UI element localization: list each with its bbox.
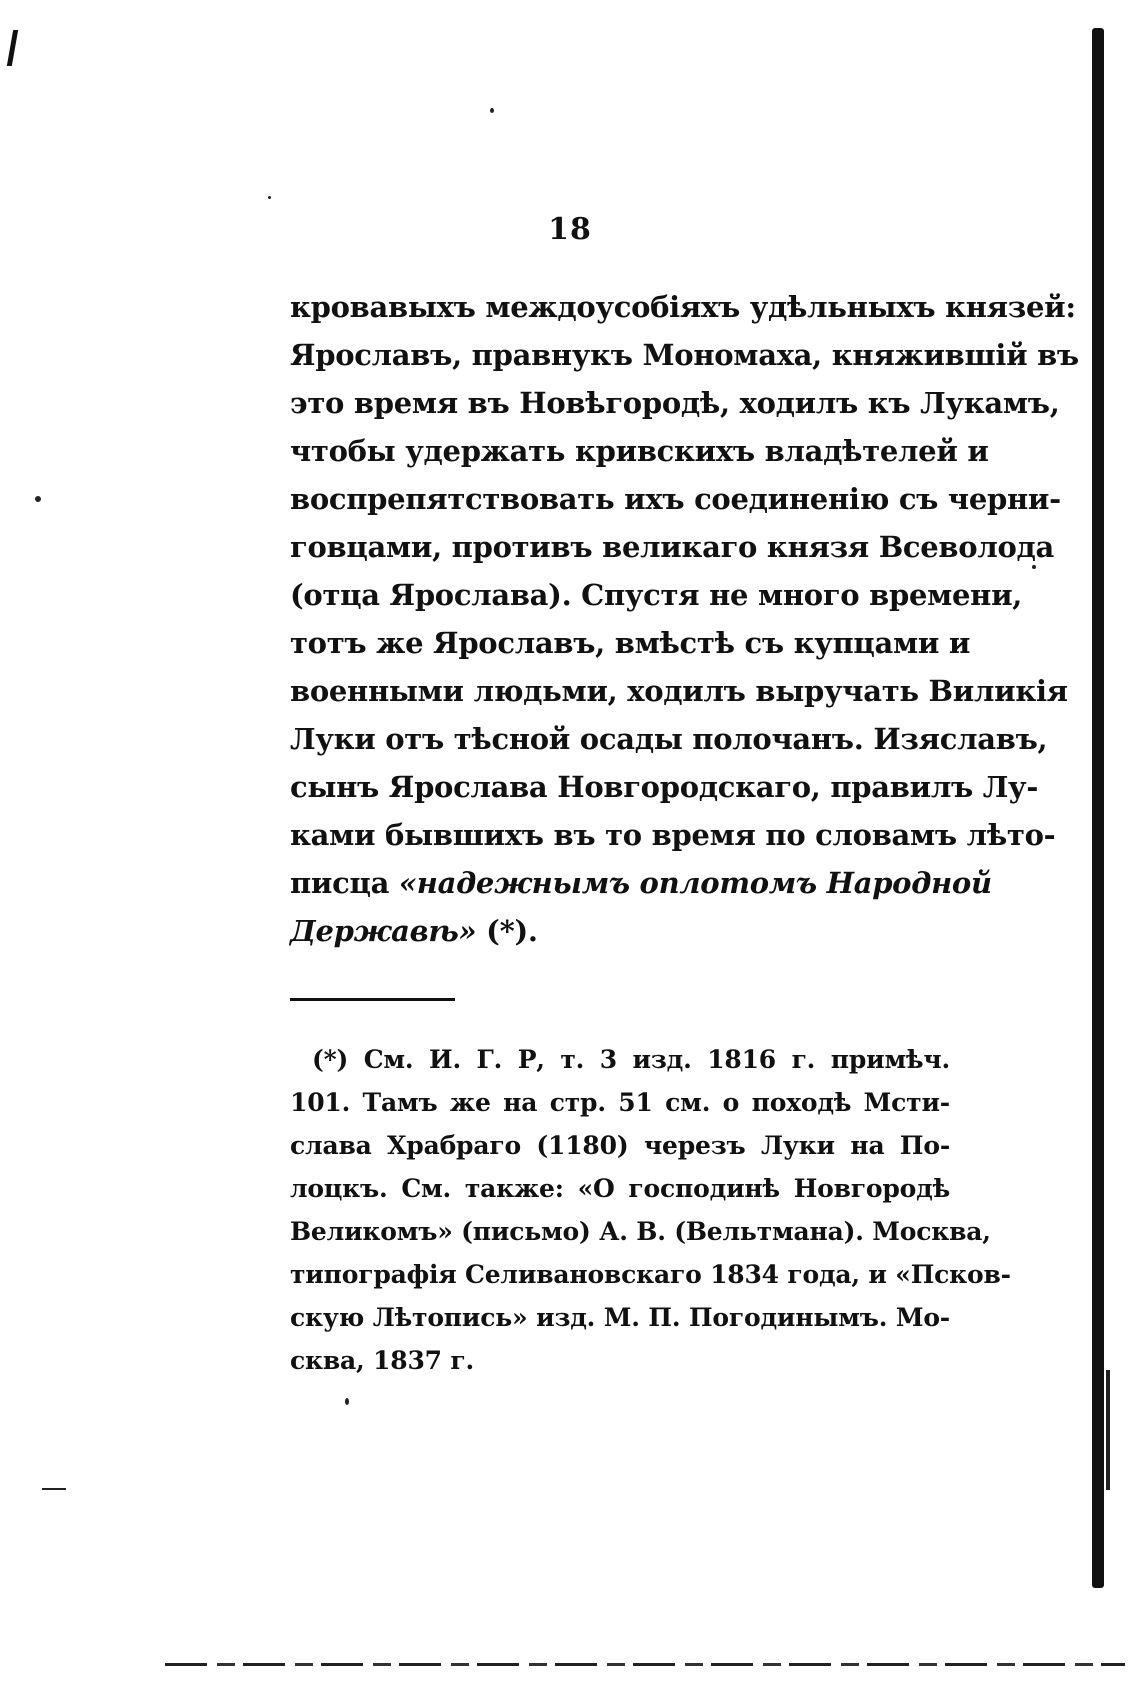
quotation-italic: «надежнымъ оплотомъ Народной [398,866,992,900]
body-line: это время въ Новѣгородѣ, ходилъ къ Лукамъ, [290,386,1060,420]
footnote-line: (*) См. И. Г. Р, т. 3 изд. 1816 г. примѣч. [312,1045,950,1074]
scan-speck [490,108,494,113]
body-line [290,859,992,907]
body-line: воспрепятствовать ихъ соединенію съ черни- [290,482,1061,516]
scan-edge-line [1106,1370,1110,1490]
body-line: сынъ Ярослава Новгородскаго, правилъ Лу- [290,770,1039,804]
body-line: говцами, противъ великаго князя Всеволода [290,530,1055,564]
body-line: Ярославъ, правнукъ Мономаха, княжившій въ [290,338,1079,372]
body-line [290,907,950,955]
body-line: (отца Ярослава). Спустя не много времени, [290,578,1023,612]
body-line: ками бывшихъ въ то время по словамъ лѣто- [290,818,1056,852]
footnote-separator [290,998,455,1001]
scan-edge-shadow [1092,28,1104,1588]
scan-speck [268,196,271,199]
footnote-line: Великомъ» (письмо) А. В. (Вельтмана). Москва, [290,1217,991,1246]
footnote-line: 101. Тамъ же на стр. 51 см. о походѣ Мсти- [290,1088,950,1117]
scan-speck [345,1398,349,1405]
footnote-line: слава Храбраго (1180) черезъ Луки на По- [290,1131,950,1160]
footnote [290,1038,1011,1382]
body-line: чтобы удержать кривскихъ владѣтелей и [290,434,989,468]
footnote-reference: (*). [476,914,538,948]
footnote-line: лоцкъ. См. также: «О господинѣ Новгородѣ [290,1174,950,1203]
footnote-line: типографія Селивановскаго 1834 года, и «Псков- [290,1260,1011,1289]
body-line-text: писца [290,866,399,900]
quotation-italic: Державѣ» [290,914,477,948]
page-number: 18 [548,212,592,247]
footnote-line: скую Лѣтопись» изд. М. П. Погодинымъ. Мо- [290,1303,950,1332]
scan-speck [1032,565,1036,569]
scan-edge-mark [7,30,18,66]
footnote-line: сква, 1837 г. [290,1346,474,1375]
scan-speck-dash [42,1488,66,1490]
body-line: тотъ же Ярославъ, вмѣстѣ съ купцами и [290,626,971,660]
body-line: военными людьми, ходилъ выручать Виликія [290,674,1068,708]
scan-bottom-edge [165,1663,1125,1666]
body-line: Луки отъ тѣсной осады полочанъ. Изяславъ, [290,722,1048,756]
scan-speck [35,496,41,502]
body-text [290,283,1079,955]
body-line: кровавыхъ междоусобіяхъ удѣльныхъ князей: [290,290,1076,324]
